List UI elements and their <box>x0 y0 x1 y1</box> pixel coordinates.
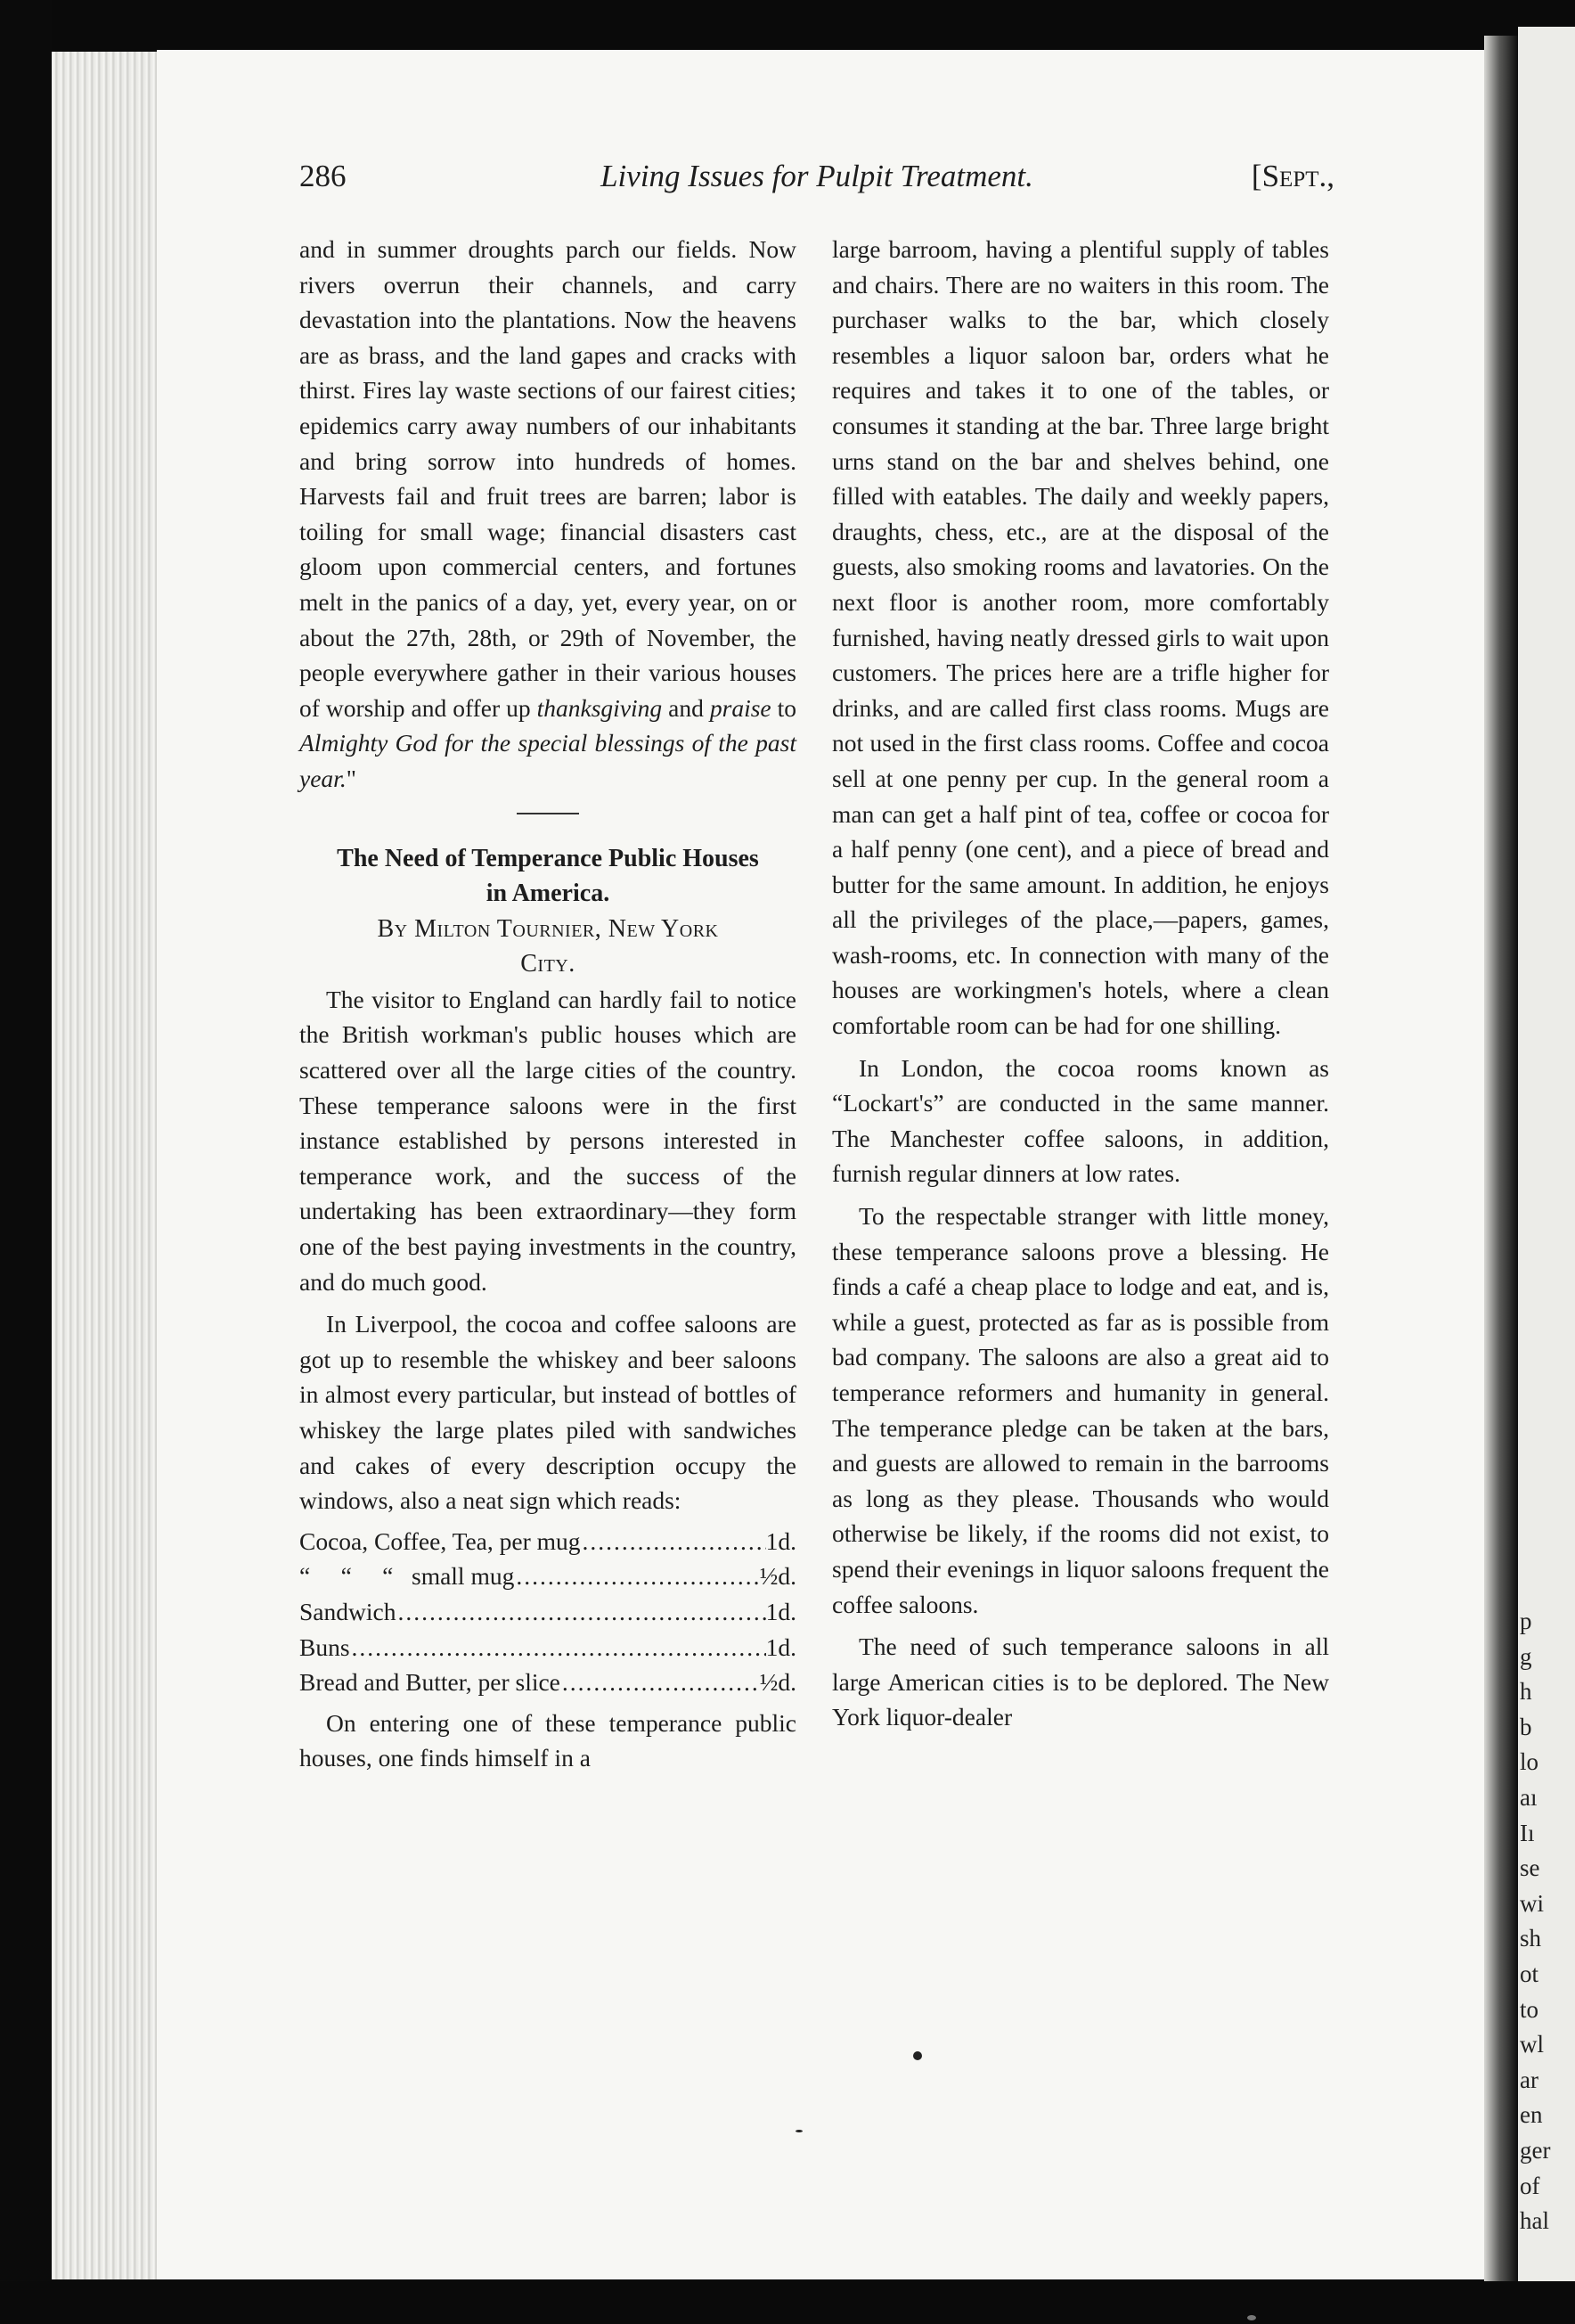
price-row <box>299 1524 796 1559</box>
facing-page-fragment: hal <box>1520 2207 1549 2235</box>
section-divider <box>517 813 579 814</box>
facing-page-fragment: aı <box>1520 1784 1538 1811</box>
running-header <box>299 159 1334 203</box>
scan-border-top <box>0 0 1575 53</box>
price-row <box>299 1630 796 1665</box>
scan-speck <box>796 2130 803 2132</box>
right-paragraph-4: The need of such temperance saloons in all large American cities is to be deplored. The New York liquor-dealer <box>832 1633 1329 1731</box>
facing-page-fragment: of <box>1520 2172 1540 2199</box>
facing-page-fragment: wi <box>1520 1889 1544 1917</box>
left-column <box>299 232 796 1776</box>
facing-page-fragment: sh <box>1520 1925 1542 1952</box>
price-value: ½d. <box>759 1562 796 1591</box>
facing-page-edge <box>1518 27 1575 2308</box>
facing-page-fragment: lo <box>1520 1748 1539 1776</box>
price-row <box>299 1594 796 1630</box>
scan-border-bottom <box>0 2281 1575 2324</box>
facing-page-fragment: en <box>1520 2101 1543 2129</box>
price-row <box>299 1665 796 1700</box>
price-value: ½d. <box>759 1668 796 1697</box>
scan-speck <box>913 2051 922 2060</box>
right-column <box>832 232 1329 1735</box>
article-paragraph-1: The visitor to England can hardly fail to notice the British workman's public houses which are scattered over all the large cities of the country. These temperance saloons were in the first instance established by persons interested in temperance work, and the success of the undertaking has been extraordinary—they form one of the best paying investments in the country, and do much good. <box>299 985 796 1296</box>
book-gutter <box>1484 36 1518 2299</box>
running-title: Living Issues for Pulpit Treatment. <box>600 159 1033 193</box>
price-row <box>299 1559 796 1594</box>
facing-page-fragment: Iı <box>1520 1819 1535 1846</box>
price-value: 1d. <box>765 1597 796 1625</box>
price-item: Buns <box>299 1633 350 1661</box>
article-paragraph-2: In Liverpool, the cocoa and coffee saloons are got up to resemble the whiskey and beer saloons in almost every particular, but instead of bottles of whiskey the large plates piled with sandwiches and cakes of every description occupy the windows, also a neat sign which reads: <box>299 1310 796 1515</box>
price-item: Sandwich <box>299 1597 396 1625</box>
price-item: Cocoa, Coffee, Tea, per mug <box>299 1526 581 1555</box>
article-byline: By Milton Tournier, New York City. <box>377 914 719 978</box>
facing-page-fragment: ot <box>1520 1960 1539 1987</box>
scan-border-left <box>0 0 52 2324</box>
facing-page-fragment: g <box>1520 1642 1532 1670</box>
price-value: 1d. <box>765 1633 796 1661</box>
facing-page-fragment: ar <box>1520 2066 1538 2093</box>
facing-page-fragment: b <box>1520 1713 1532 1740</box>
scan-speck <box>1247 2315 1256 2320</box>
continuation-paragraph: and in summer droughts parch our fields. Now rivers overrun their channels, and carry devastation into the plantations. Now the heavens are as brass, and the land gapes and cracks with thirst. Fires lay waste sections of our fairest cities; epidemics carry away numbers of our inhabitants and bring sorrow into hundreds of homes. Harvests fail and fruit trees are barren; labor is toiling for small wage; financial disasters cast gloom upon commercial centers, and fortunes melt in the panics of a day, yet, every year, on or about the 27th, 28th, or 29th of November, the people everywhere gather in their various houses of worship and offer up thanksgiving and praise to Almighty God for the special blessings of the past year." <box>299 235 797 792</box>
price-value: 1d. <box>765 1526 796 1555</box>
running-month: [Sept., <box>1251 159 1334 193</box>
right-paragraph-2: In London, the cocoa rooms known as “Lockart's” are conducted in the same manner. The Manchester coffee saloons, in addition, furnish regular dinners at low rates. <box>832 1053 1329 1188</box>
right-paragraph-1: large barroom, having a plentiful supply of tables and chairs. There are no waiters in this room. The purchaser walks to the bar, which closely resembles a liquor saloon bar, orders what he requires and takes it to one of the tables, or consumes it standing at the bar. Three large bright urns stand on the bar and shelves behind, one filled with eatables. The daily and weekly papers, draughts, chess, etc., are at the disposal of the guests, also smoking rooms and lavatories. On the next floor is another room, more comfortably furnished, having neatly dressed girls to wait upon customers. The prices here are a trifle higher for drinks, and are called first class rooms. Mugs are not used in the first class rooms. Coffee and cocoa sell at one penny per cup. In the general room a man can get a half pint of tea, coffee or cocoa for a half penny (one cent), and a piece of bread and butter for the same amount. In addition, he enjoys all the privileges of the place,—papers, games, wash-rooms, etc. In connection with many of the houses are workingmen's hotels, where a clean comfortable room can be had for one shilling. <box>832 235 1329 1040</box>
facing-page-fragment: se <box>1520 1854 1540 1882</box>
page-number: 286 <box>299 159 347 193</box>
facing-page-fragment: ger <box>1520 2137 1551 2164</box>
facing-page-fragment: to <box>1520 1995 1539 2023</box>
article-title: The Need of Temperance Public Houses in America. <box>337 844 759 908</box>
facing-page-fragment: wl <box>1520 2031 1544 2058</box>
right-paragraph-3: To the respectable stranger with little money, these temperance saloons prove a blessing. He finds a café a cheap place to lodge and eat, and is, while a guest, protected as far as is possible from bad company. The saloons are also a great aid to temperance reformers and humanity in general. The temperance pledge can be taken at the bars, and guests are allowed to remain in the barrooms as long as they please. Thousands who would otherwise be likely, if the rooms did not exist, to spend their evenings in liquor saloons frequent the coffee saloons. <box>832 1202 1329 1618</box>
page-edge-stack <box>52 52 160 2279</box>
price-item: “ “ “ small mug <box>299 1562 515 1591</box>
article-paragraph-3: On entering one of these temperance public houses, one finds himself in a <box>299 1708 796 1772</box>
price-item: Bread and Butter, per slice <box>299 1668 560 1697</box>
facing-page-fragment: p <box>1520 1608 1532 1634</box>
facing-page-fragment: h <box>1520 1678 1532 1706</box>
price-list <box>299 1524 796 1700</box>
